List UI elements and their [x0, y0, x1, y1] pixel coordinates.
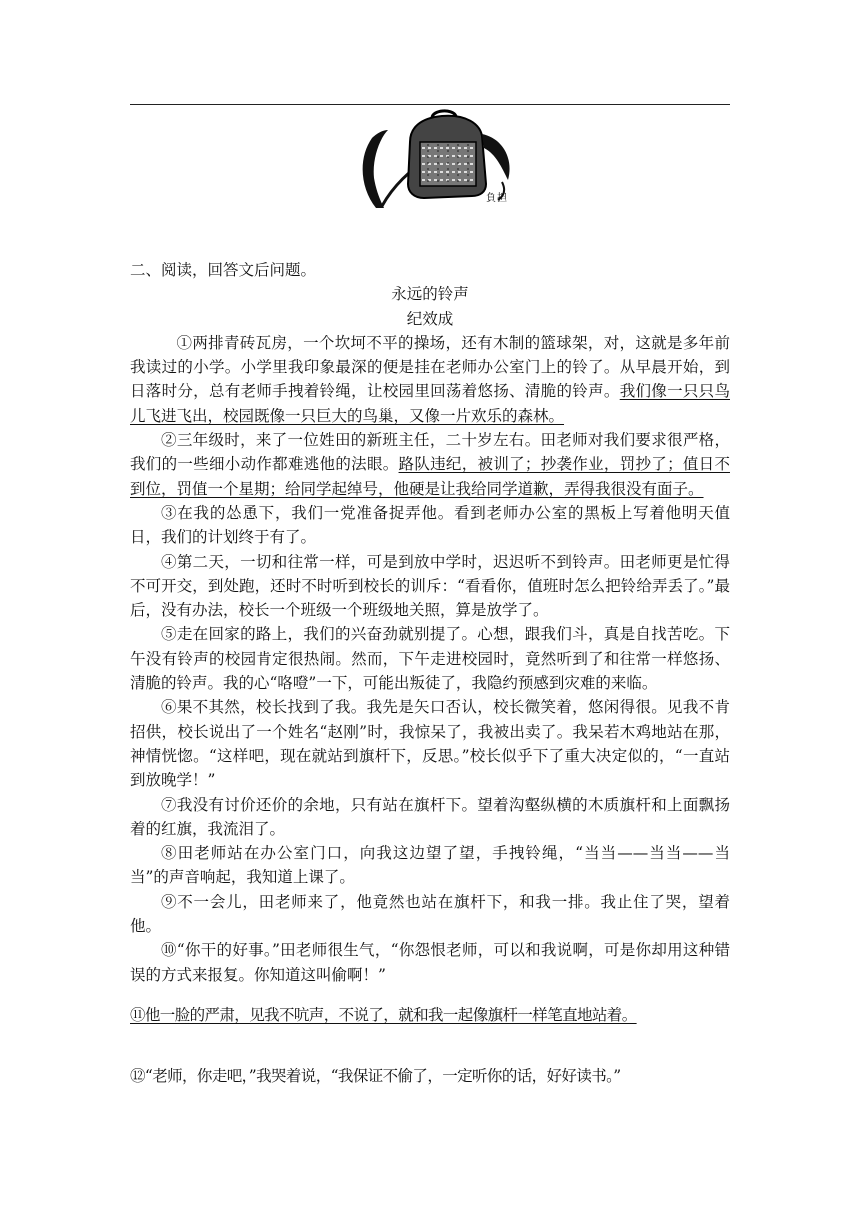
paragraph-text: ⑨不一会儿，田老师来了，他竟然也站在旗杆下，和我一排。我止住了哭，望着他。 [130, 892, 730, 936]
paragraph-4 [130, 550, 730, 623]
paragraph-text: ②三年级时，来了一位姓田的新班主任，二十岁左右。田老师对我们要求很严格，我们的一些细小动作都难逃他的法眼。 [130, 431, 730, 474]
paragraph-11: ⑪他一脸的严肃，见我不吭声，不说了，就和我一起像旗杆一样笔直地站着。 [130, 1005, 637, 1024]
paragraph-text: ④第二天，一切和往常一样，可是到放中学时，迟迟听不到铃声。田老师更是忙得不可开交，到处跑，还时不时听到校长的训斥：“看看你，值班时怎么把铃给弄丢了。”最后，没有办法，校长一个班级一个班级地关照，算是放学了。 [130, 552, 730, 620]
paragraph-text: ①两排青砖瓦房，一个坎坷不平的操场，还有木制的篮球架，对，这就是多年前我读过的小学。小学里我印象最深的便是挂在老师办公室门上的铃了。从早晨开始，到日落时分，总有老师手拽着铃绳，让校园里回荡着悠扬、清脆的铃声。 [130, 333, 730, 401]
paragraph-9 [130, 890, 730, 939]
paragraph-text: ⑩“你干的好事。”田老师很生气，“你怨恨老师，可以和我说啊，可是你却用这种错误的方式来报复。你知道这叫偷啊！” [130, 941, 730, 984]
paragraph-3 [130, 501, 730, 550]
paragraph-7 [130, 793, 730, 842]
paragraph-text: ⑦我没有讨价还价的余地，只有站在旗杆下。望着沟壑纵横的木质旗杆和上面飘扬着的红旗，我流泪了。 [130, 795, 730, 838]
paragraph-text: ⑧田老师站在办公室门口，向我这边望了望，手拽铃绳，“当当——当当——当当”的声音响起，我知道上课了。 [130, 844, 730, 887]
paragraph-12: ⑫“老师，你走吧，”我哭着说，“我保证不偷了，一定听你的话，好好读书。” [130, 1067, 621, 1086]
article-author: 纪效成 [406, 309, 454, 328]
paragraph-text: ⑤走在回家的路上，我们的兴奋劲就别提了。心想，跟我们斗，真是自找苦吃。下午没有铃声的校园肯定很热闹。然而，下午走进校园时，竟然听到了和往常一样悠扬、清脆的铃声。我的心“咯噔”一下，可能出叛徒了，我隐约预感到灾难的来临。 [130, 625, 730, 693]
paragraph-text: ③在我的怂恿下，我们一党准备捉弄他。看到老师办公室的黑板上写着他明天值日，我们的计划终于有了。 [130, 503, 730, 547]
article-title: 永远的铃声 [391, 285, 469, 304]
paragraph-2 [130, 428, 730, 501]
underlined-sentence: 路队违纪，被训了；抄袭作业，罚抄了；值日不到位，罚值一个星期；给同学起绰号，他硬是让我给同学道歉，弄得我很没有面子。 [130, 455, 730, 498]
document-body [130, 258, 730, 1089]
section-heading: 二、阅读，回答文后问题。 [130, 261, 317, 279]
article-paragraphs [130, 331, 730, 987]
paragraph-8 [130, 841, 730, 890]
paragraph-text: ⑥果不其然，校长找到了我。我先是矢口否认，校长微笑着，悠闲得很。见我不肯招供，校长说出了一个姓名“赵刚”时，我惊呆了，我被出卖了。我呆若木鸡地站在那，神情恍惚。“这样吧，现在就站到旗杆下，反思。”校长似乎下了重大决定似的，“一直站到放晚学！” [130, 698, 730, 790]
paragraph-6 [130, 695, 730, 792]
illustration-caption: 負担 [486, 193, 508, 204]
paragraph-1 [130, 331, 730, 428]
paragraph-10 [130, 938, 730, 987]
paragraph-5 [130, 622, 730, 695]
underlined-sentence: 我们像一只只鸟儿飞进飞出，校园既像一只巨大的鸟巢，又像一片欢乐的森林。 [130, 382, 730, 425]
header-rule [130, 104, 730, 105]
